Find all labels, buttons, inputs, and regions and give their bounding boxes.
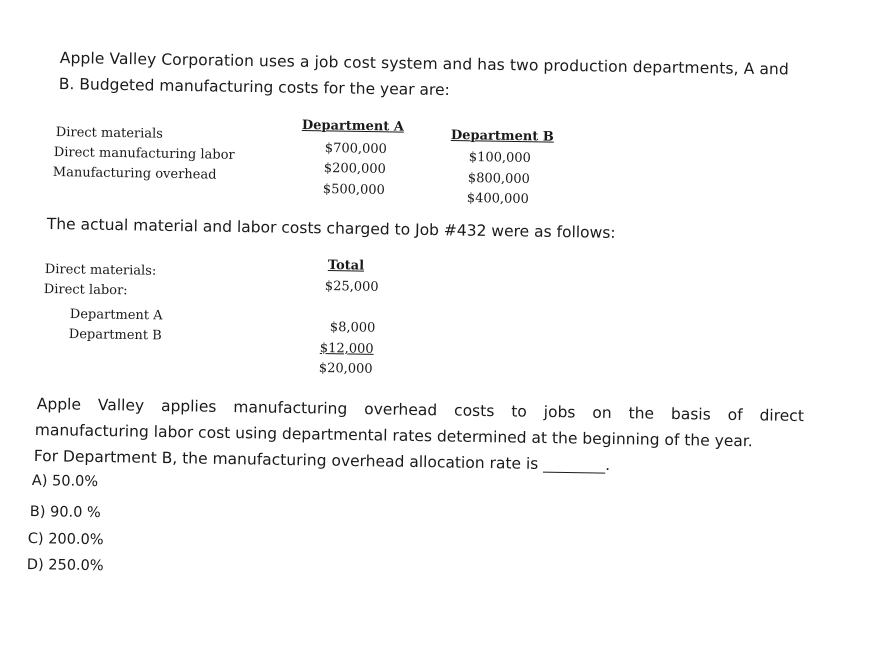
budget-dept-a-value: $200,000 xyxy=(323,160,386,177)
budget-dept-b-value: $400,000 xyxy=(466,190,529,207)
actual-dept-a-value: $8,000 xyxy=(329,319,376,336)
budget-row-label: Direct manufacturing labor xyxy=(53,144,235,163)
budget-header-dept-a: Department A xyxy=(301,118,405,135)
actual-header-total: Total xyxy=(327,258,365,274)
actual-labor-total: $20,000 xyxy=(318,360,373,377)
actual-direct-materials-value: $25,000 xyxy=(324,278,379,295)
option-b[interactable]: B) 90.0 % xyxy=(29,504,101,522)
budget-row-label: Manufacturing overhead xyxy=(52,164,217,183)
budget-row-label: Direct materials xyxy=(55,124,164,142)
actual-dept-b-value: $12,000 xyxy=(319,340,374,357)
budget-dept-a-value: $500,000 xyxy=(322,181,385,198)
actual-dept-a-label: Department A xyxy=(69,306,163,324)
option-c[interactable]: C) 200.0% xyxy=(27,531,104,549)
budget-dept-b-value: $800,000 xyxy=(467,170,530,187)
question-line-3: For Department B, the manufacturing overhead allocation rate is ________. xyxy=(33,446,611,475)
budget-dept-b-value: $100,000 xyxy=(468,149,531,166)
actual-intro: The actual material and labor costs charged to Job #432 were as follows: xyxy=(46,214,616,242)
option-a[interactable]: A) 50.0% xyxy=(31,473,99,491)
question-line-2: manufacturing labor cost using departmental rates determined at the beginning of the year. xyxy=(34,420,753,451)
actual-direct-materials-label: Direct materials: xyxy=(44,261,157,279)
budget-dept-a-value: $700,000 xyxy=(324,140,387,157)
intro-line-2: B. Budgeted manufacturing costs for the year are: xyxy=(58,74,450,100)
actual-direct-labor-label: Direct labor: xyxy=(43,281,128,299)
option-d[interactable]: D) 250.0% xyxy=(26,557,104,575)
budget-header-dept-b: Department B xyxy=(450,128,554,145)
question-line-1: Apple Valley applies manufacturing overhead costs to jobs on the basis of direct xyxy=(36,394,805,426)
intro-line-1: Apple Valley Corporation uses a job cost system and has two production departments, A and xyxy=(59,48,790,79)
actual-dept-b-label: Department B xyxy=(68,326,162,344)
